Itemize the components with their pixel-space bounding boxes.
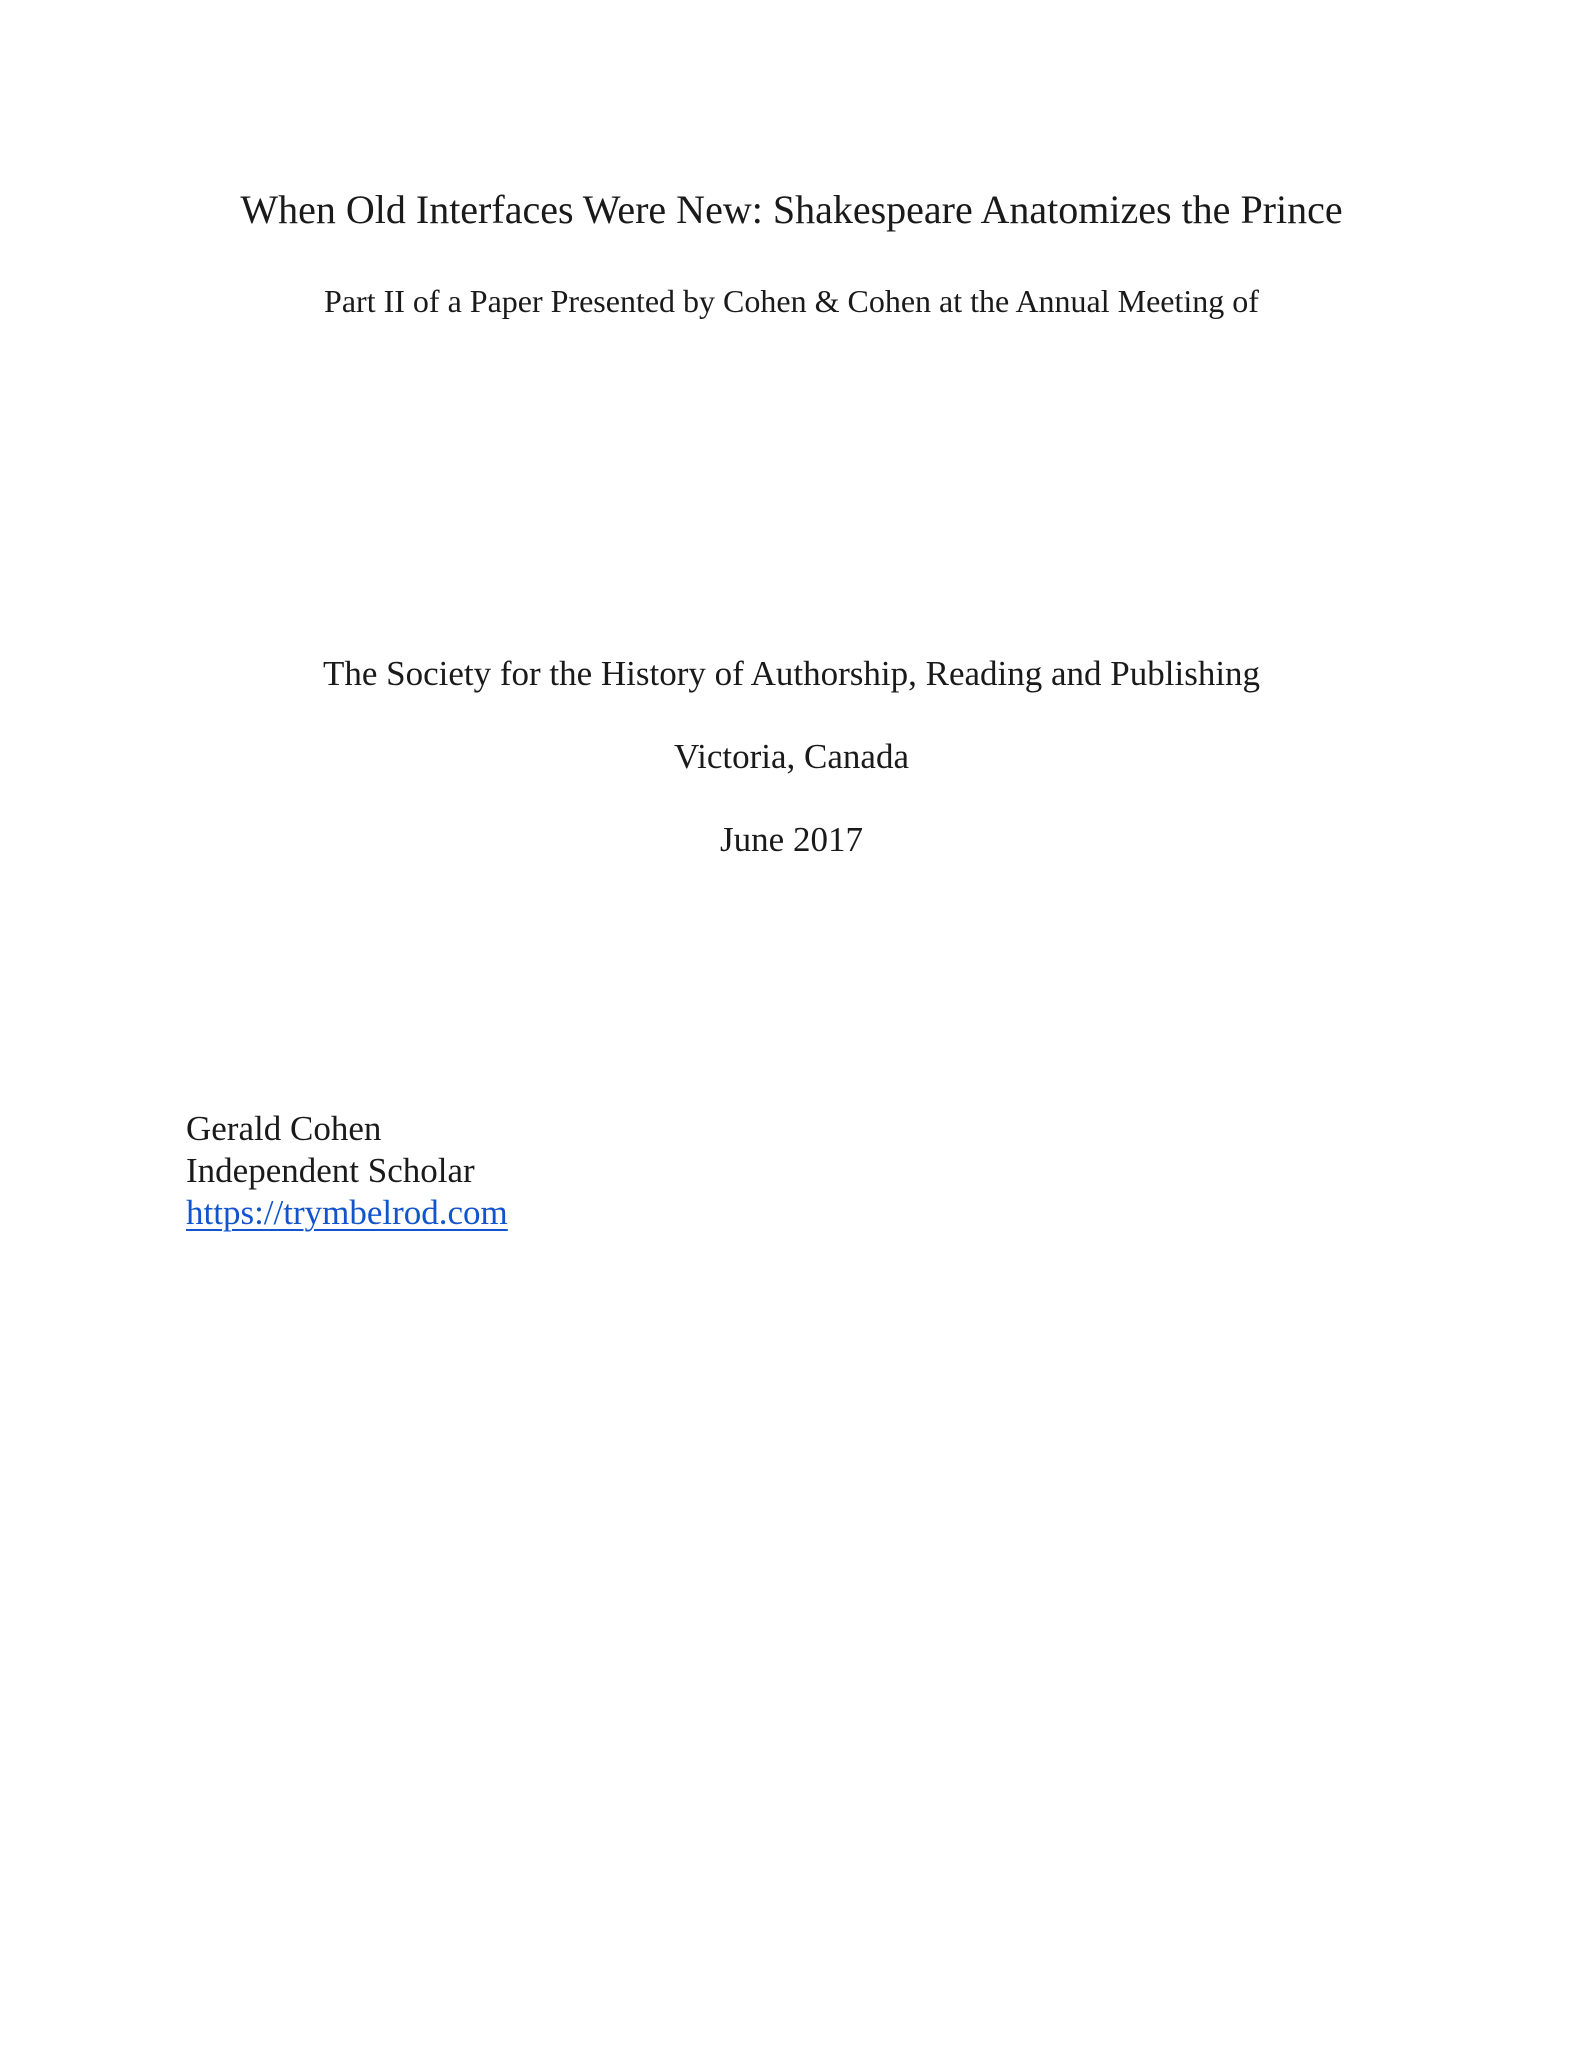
meeting-date: June 2017 — [720, 820, 863, 859]
document-subtitle: Part II of a Paper Presented by Cohen & Cohen at the Annual Meeting of — [324, 283, 1259, 319]
society-name: The Society for the History of Authorship, Reading and Publishing — [322, 654, 1261, 693]
document-title: When Old Interfaces Were New: Shakespeare Anatomizes the Prince — [240, 187, 1343, 232]
author-name: Gerald Cohen — [186, 1109, 382, 1148]
author-website-link[interactable]: https://trymbelrod.com — [186, 1193, 508, 1232]
author-block — [186, 1108, 508, 1234]
meeting-location: Victoria, Canada — [673, 737, 910, 776]
author-affiliation: Independent Scholar — [186, 1151, 475, 1190]
